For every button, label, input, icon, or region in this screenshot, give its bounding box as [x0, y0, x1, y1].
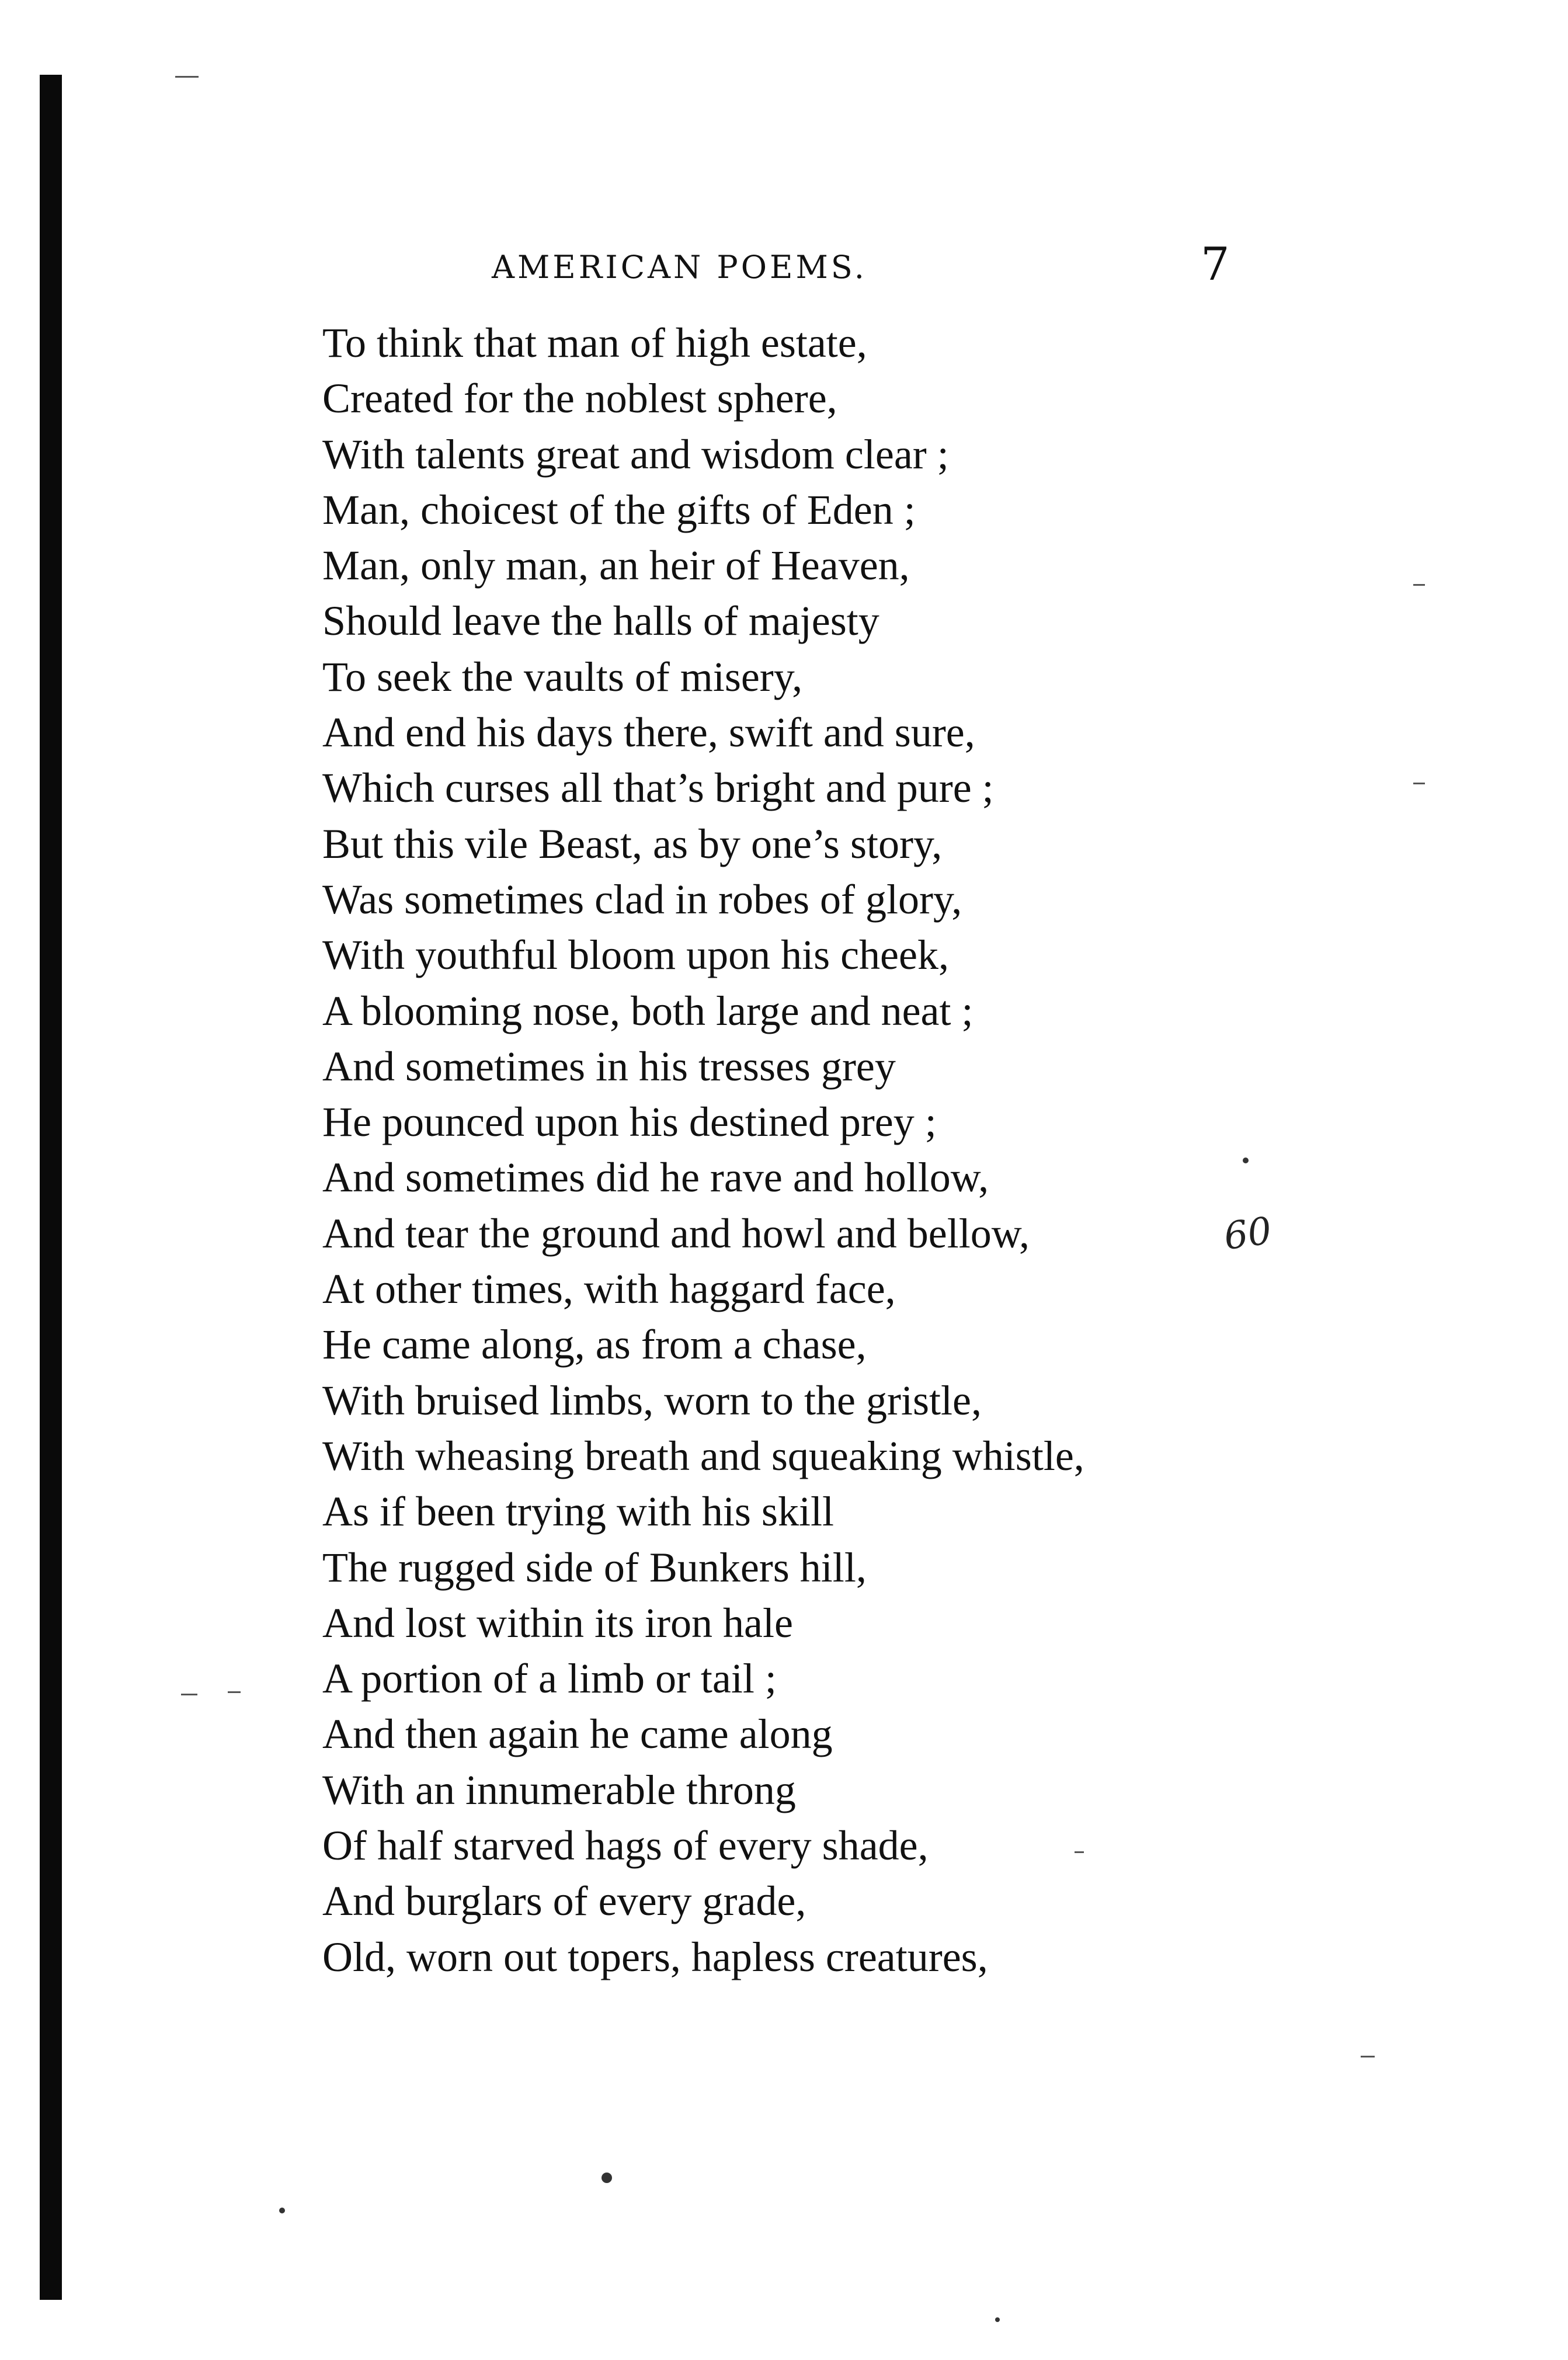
poem-line: He pounced upon his destined prey ;: [322, 1099, 937, 1146]
poem-line: At other times, with haggard face,: [322, 1266, 896, 1313]
poem-line: Man, only man, an heir of Heaven,: [322, 542, 910, 589]
poem-line: Of half starved hags of every shade,: [322, 1822, 929, 1869]
scan-speck: [995, 2317, 1000, 2322]
poem-line: And burglars of every grade,: [322, 1878, 806, 1925]
poem-line: Created for the noblest sphere,: [322, 375, 837, 422]
scan-mark: [181, 1694, 197, 1695]
poem-line: Man, choicest of the gifts of Eden ;: [322, 486, 916, 533]
poem-line: And end his days there, swift and sure,: [322, 709, 975, 756]
poem-line: Old, worn out topers, hapless creatures,: [322, 1933, 988, 1980]
scan-mark: [175, 76, 199, 78]
binding-shadow: [40, 75, 62, 2300]
poem-text: [322, 315, 1490, 1980]
running-title: AMERICAN POEMS.: [492, 249, 867, 286]
scan-mark: [1075, 1851, 1084, 1853]
page-number: 7: [1201, 238, 1230, 291]
poem-line: The rugged side of Bunkers hill,: [322, 1544, 867, 1591]
poem-line: He came along, as from a chase,: [322, 1321, 867, 1368]
poem-line: A portion of a limb or tail ;: [322, 1655, 777, 1702]
poem-line: And sometimes in his tresses grey: [322, 1042, 896, 1090]
poem-line: To think that man of high estate,: [322, 319, 867, 366]
scan-speck: [602, 2173, 612, 2183]
poem-line: With an innumerable throng: [322, 1766, 796, 1813]
poem-line: Which curses all that’s bright and pure ;: [322, 764, 994, 812]
poem-line: And then again he came along: [322, 1711, 833, 1758]
poem-line: As if been trying with his skill: [322, 1488, 834, 1535]
poem-line: With wheasing breath and squeaking whistle,: [322, 1432, 1084, 1479]
scan-mark: [1413, 584, 1425, 586]
running-header: [0, 238, 1568, 291]
poem-line: And lost within its iron hale: [322, 1599, 793, 1646]
scan-mark: [1361, 2056, 1375, 2057]
poem-line: But this vile Beast, as by one’s story,: [322, 820, 943, 867]
poem-line: Was sometimes clad in robes of glory,: [322, 875, 962, 923]
poem-line: With bruised limbs, worn to the gristle,: [322, 1377, 982, 1424]
poem-line: And tear the ground and howl and bellow,: [322, 1209, 1030, 1257]
scan-mark: [1413, 783, 1425, 784]
poem-line: With youthful bloom upon his cheek,: [322, 932, 949, 979]
poem-line: A blooming nose, both large and neat ;: [322, 987, 974, 1034]
margin-annotation: 60: [1221, 1209, 1275, 1259]
poem-line: To seek the vaults of misery,: [322, 653, 803, 700]
scan-speck: [279, 2208, 285, 2213]
poem-line: And sometimes did he rave and hollow,: [322, 1154, 989, 1201]
poem-line: With talents great and wisdom clear ;: [322, 430, 949, 478]
scan-mark: [228, 1691, 241, 1693]
poem-line: Should leave the halls of majesty: [322, 597, 879, 645]
scan-speck: [1243, 1158, 1249, 1163]
